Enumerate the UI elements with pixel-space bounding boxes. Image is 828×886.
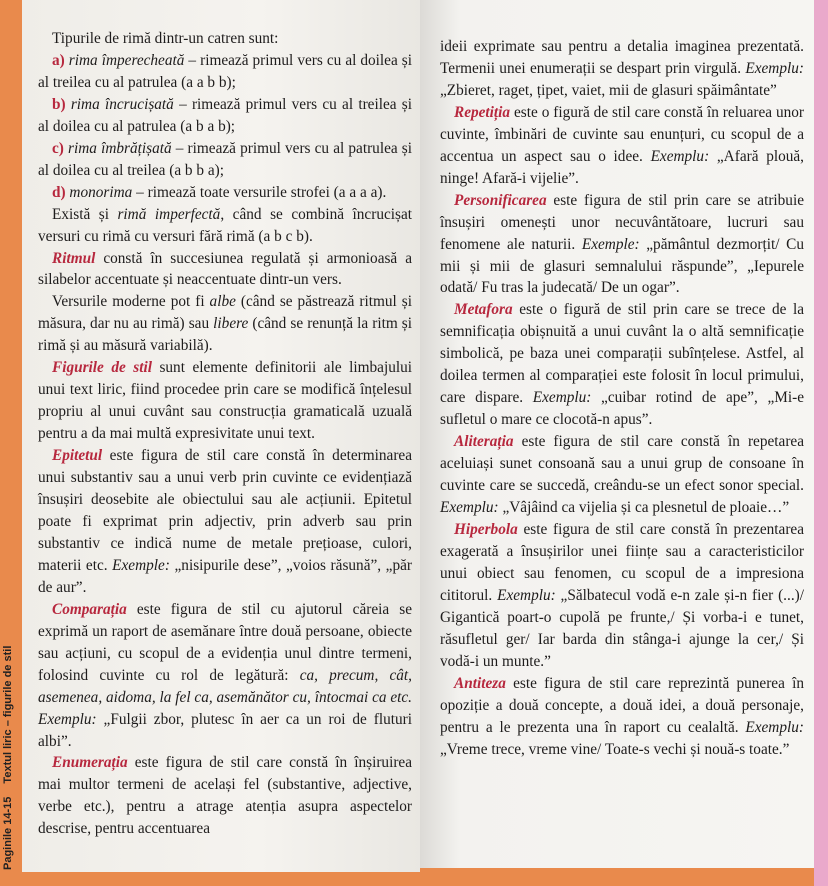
term-heading: Epitetul bbox=[52, 447, 103, 465]
italic-text: ca, precum, cât, asemenea, aidoma, la fel ca, asemănător cu, întocmai ca etc. Exemplu: bbox=[38, 666, 412, 728]
italic-text: Exemple: bbox=[581, 235, 640, 253]
italic-text: Exemple: bbox=[112, 556, 170, 574]
text-run: este figura de stil care constă în înșiruirea mai multor termeni de același fel (substantive, adjective, verbe etc.), pentru a atrage atenția asupra aspectelor descrise, pentru accentuarea bbox=[38, 754, 412, 838]
chapter-title: Textul liric – figurile de stil bbox=[2, 645, 14, 784]
text-run: ideii exprimate sau pentru a detalia imaginea prezentată. Termenii unei enumerații se despart prin virgulă. bbox=[440, 38, 804, 77]
paragraph bbox=[440, 190, 804, 300]
italic-text: libere bbox=[213, 315, 249, 333]
italic-text: Exemplu: bbox=[650, 147, 710, 165]
paragraph bbox=[38, 94, 412, 138]
italic-text: rima împerecheată bbox=[64, 51, 185, 69]
italic-text: albe bbox=[209, 293, 236, 311]
text-run: este figura de stil care constă în prezentarea exagerată a însușirilor unei ființe sau a caracteristicilor unui obiect sau fenomen, cu scopul de a impresiona cititorul. bbox=[440, 520, 804, 604]
text-run: este figura de stil care constă în determinarea unui substantiv sau a unui verb prin cuvinte ce evidențiază însușiri deosebite ale obiectului sau ale acțiunii. Epitetul poate fi exprimat prin adjectiv, prin adverb sau prin substantiv ce indică nume de metale prețioase, culori, materii etc. bbox=[38, 447, 412, 574]
text-run: este figura de stil care constă în repetarea aceluiași sunet consoană sau a unui grup de consoane în cuvinte care se succedă, creându-se un efect sonor special. bbox=[440, 433, 804, 495]
italic-text: Exemplu: bbox=[497, 586, 556, 604]
paragraph bbox=[38, 599, 412, 753]
paragraph bbox=[440, 519, 804, 673]
paragraph bbox=[38, 248, 412, 292]
right-page-text bbox=[440, 36, 804, 760]
italic-text: rimă imperfectă bbox=[117, 205, 221, 223]
paragraph bbox=[38, 445, 412, 599]
right-page bbox=[420, 0, 814, 868]
text-run: – rimează primul vers cu al patrulea și al doilea cu al treilea (a b b a); bbox=[38, 139, 413, 179]
term-heading: Figurile de stil bbox=[52, 359, 152, 377]
list-marker: a) bbox=[52, 51, 65, 69]
text-run: constă în succesiunea regulată și armonioasă a silabelor accentuate și neaccentuate dintr-un vers. bbox=[38, 249, 412, 289]
text-run: este o figură de stil care constă în reluarea unor cuvinte, îmbinări de cuvinte sau enunțuri, cu scopul de a accentua un aspect sau o idee. bbox=[440, 103, 804, 165]
italic-text: Exemplu: bbox=[745, 59, 804, 77]
term-heading: Personificarea bbox=[454, 191, 547, 209]
paragraph bbox=[440, 299, 804, 431]
paragraph bbox=[38, 182, 412, 204]
text-run: Există și bbox=[52, 205, 118, 223]
paragraph bbox=[440, 36, 804, 102]
text-run: sunt elemente definitorii ale limbajului unui text liric, fiind procedee prin care se modifică înțelesul propriu al unui cuvânt sau construcția gramaticală uzuală pentru a da mai multă expresivitate unui text. bbox=[38, 359, 412, 443]
text-run: „Vreme trece, vreme vine/ Toate-s vechi și nouă-s toate.” bbox=[440, 740, 790, 758]
text-run: „Sălbatecul vodă e-n zale și-n fier (...)/ Gigantică poart-o cupolă pe frunte,/ Și vorba-i e tunet, răsufletul ger/ Iar barda din stânga-i ajunge la cer,/ Și vodă-i un munte.” bbox=[440, 586, 804, 670]
term-heading: Hiperbola bbox=[454, 520, 518, 538]
term-heading: Comparația bbox=[52, 600, 127, 618]
text-run: „Zbieret, raget, țipet, vaiet, mii de glasuri spăimântate” bbox=[440, 81, 777, 99]
page-numbers: Paginile 14-15 bbox=[2, 796, 14, 870]
text-run: (când se păstrează ritmul și măsura, dar nu au rimă) sau bbox=[38, 293, 412, 333]
text-run: este figura de stil prin care se atribuie însușiri omenești unor necuvântătoare, lucruri sau fenomene ale naturii. bbox=[440, 191, 804, 253]
text-run: – rimează primul vers cu al treilea și al doilea cu al patrulea (a b a b); bbox=[38, 95, 412, 135]
left-page-text bbox=[38, 28, 412, 840]
text-run: (când se renunță la ritm și rimă și au măsură variabilă). bbox=[38, 315, 412, 355]
text-run: Tipurile de rimă dintr-un catren sunt: bbox=[52, 30, 279, 47]
italic-text: Exemplu: bbox=[440, 499, 499, 517]
text-run: – rimează primul vers cu al doilea și al treilea cu al patrulea (a a b b); bbox=[38, 51, 412, 91]
paragraph bbox=[38, 291, 412, 357]
text-run: , când se combină încrucișat versuri cu rimă cu versuri fără rimă (a b c b). bbox=[38, 205, 412, 245]
paragraph bbox=[38, 28, 412, 50]
paragraph bbox=[440, 431, 804, 519]
text-run: „cuibar rotind de ape”, „Mi-e sufletul o mare ce clocotă-n apus”. bbox=[440, 389, 804, 429]
text-run: este figura de stil care reprezintă punerea în opoziție a două concepte, a două idei, a două personaje, pentru a le prezenta una în raport cu cealaltă. bbox=[440, 674, 804, 736]
term-heading: Repetiția bbox=[454, 103, 511, 121]
text-run: Versurile moderne pot fi bbox=[52, 293, 210, 311]
text-run: este figura de stil cu ajutorul căreia se exprimă un raport de asemănare între două persoane, obiecte sau acțiuni, cu scopul de a evidenția unul dintre termeni, folosind cuvinte cu rol de legătură: bbox=[38, 600, 412, 684]
list-marker: b) bbox=[52, 95, 66, 113]
italic-text: rima îmbrățișată bbox=[63, 139, 172, 157]
text-run: „Vâjâind ca vijelia și ca plesnetul de ploaie…” bbox=[498, 499, 790, 517]
term-heading: Antiteza bbox=[454, 674, 506, 692]
paragraph bbox=[38, 138, 412, 182]
paragraph bbox=[440, 673, 804, 761]
text-run: „Afară plouă, ninge! Afară-i vijelie”. bbox=[440, 147, 804, 187]
paragraph bbox=[38, 50, 412, 94]
term-heading: Ritmul bbox=[52, 249, 96, 267]
left-page bbox=[22, 0, 420, 872]
term-heading: Enumerația bbox=[52, 754, 128, 772]
italic-text: Exemplu: bbox=[532, 389, 592, 407]
text-run: „pământul dezmorțit/ Cu mii și mii de glasuri semnalului răspunde”, „Iepurele odată/ Fu tras la judecată/ De un ogar”. bbox=[440, 235, 804, 297]
text-run: „nisipurile dese”, „voios răsună”, „păr de aur”. bbox=[38, 556, 412, 596]
italic-text: monorima bbox=[65, 183, 133, 201]
paragraph bbox=[38, 357, 412, 445]
text-run: este o figură de stil prin care se trece de la semnificația obișnuită a unui cuvânt la o altă semnificație simbolică, pe baza unei comparații subînțelese. Astfel, al doilea termen al comparației este folosit în locul primului, care dispare. bbox=[440, 301, 804, 407]
paragraph bbox=[38, 204, 412, 248]
italic-text: Exemplu: bbox=[745, 718, 804, 736]
paragraph bbox=[440, 102, 804, 190]
term-heading: Aliterația bbox=[454, 433, 514, 451]
paragraph bbox=[38, 752, 412, 840]
italic-text: rima încrucișată bbox=[65, 95, 174, 113]
list-marker: c) bbox=[52, 139, 64, 157]
term-heading: Metafora bbox=[454, 301, 513, 319]
list-marker: d) bbox=[52, 183, 66, 201]
text-run: – rimează toate versurile strofei (a a a a). bbox=[132, 183, 387, 201]
pink-page-edge bbox=[814, 0, 828, 886]
page-footer-label bbox=[2, 636, 14, 870]
text-run: „Fulgii zbor, plutesc în aer ca un roi de fluturi albi”. bbox=[38, 710, 412, 750]
